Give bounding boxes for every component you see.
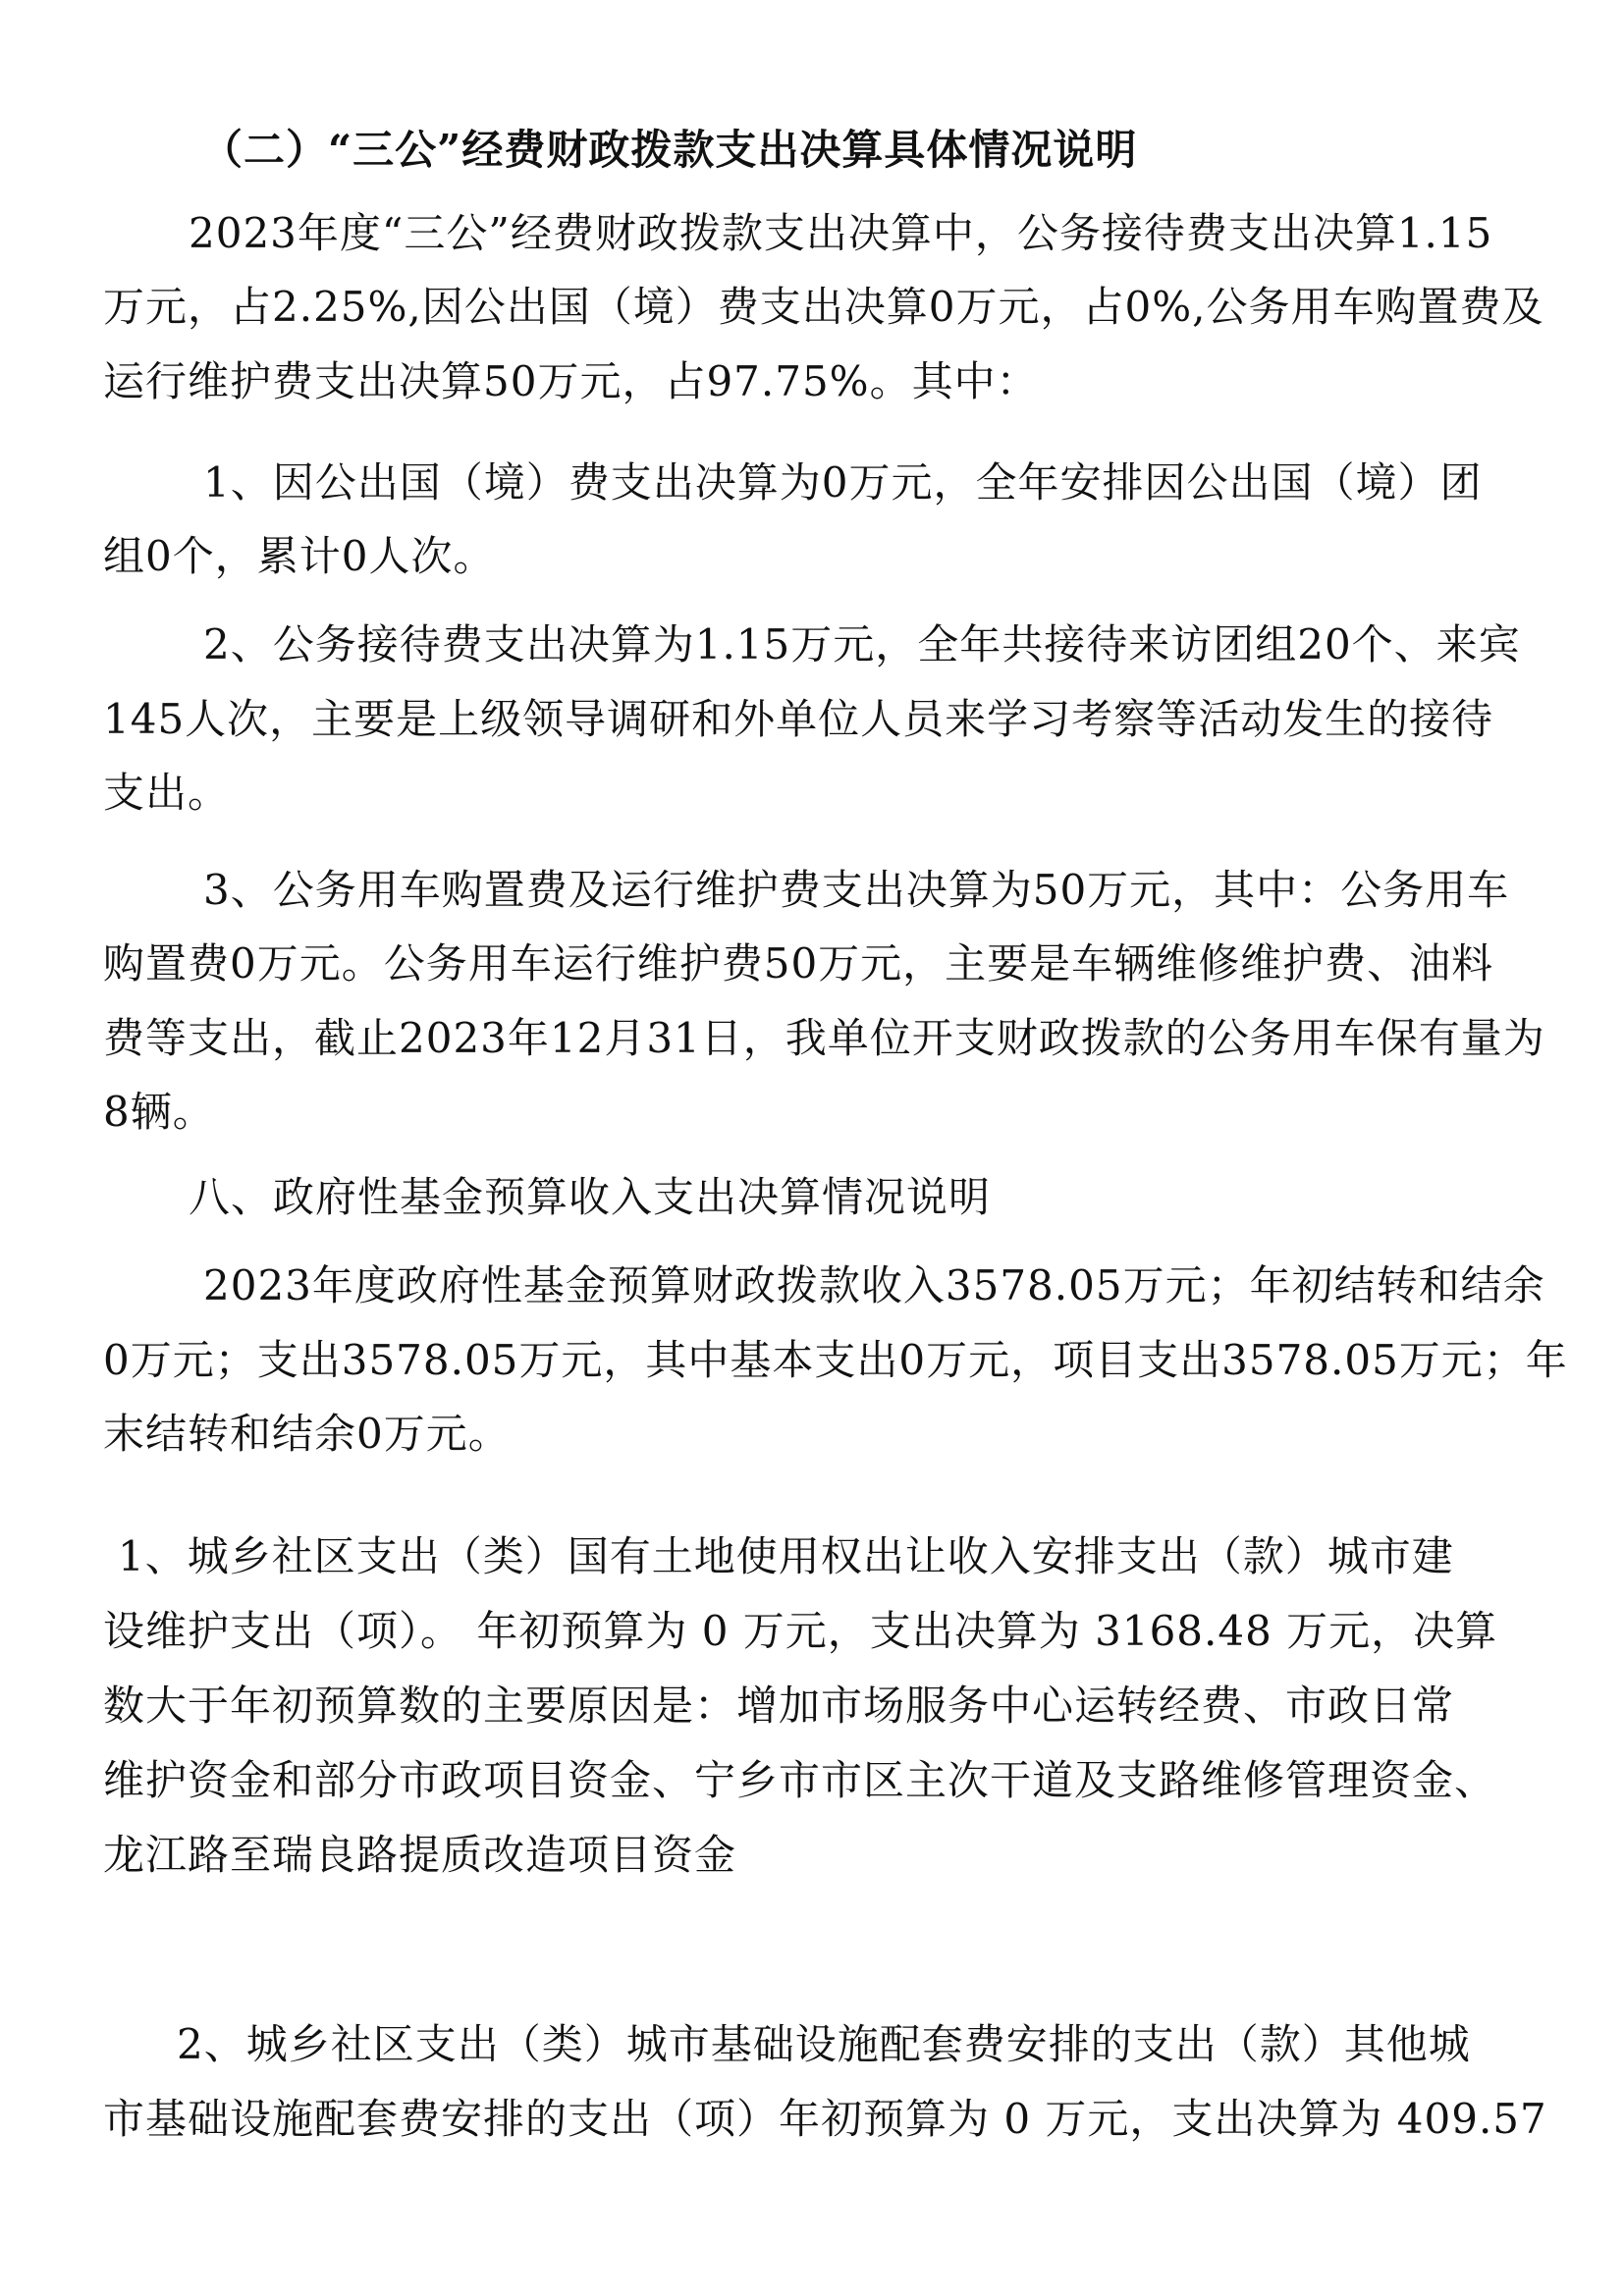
list-item-line: 市基础设施配套费安排的支出（项）年初预算为 0 万元，支出决算为 409.57 bbox=[103, 2095, 1547, 2143]
list-item-line: 设维护支出（项）。 年初预算为 0 万元，支出决算为 3168.48 万元，决算 bbox=[103, 1607, 1498, 1655]
list-item-line: 2、公务接待费支出决算为1.15万元，全年共接待来访团组20个、来宾 bbox=[203, 620, 1521, 668]
paragraph-line: 万元，占2.25%,因公出国（境）费支出决算0万元，占0%,公务用车购置费及 bbox=[103, 283, 1544, 331]
list-item-line: 145人次，主要是上级领导调研和外单位人员来学习考察等活动发生的接待 bbox=[103, 695, 1494, 743]
paragraph-line: 0万元；支出3578.05万元，其中基本支出0万元，项目支出3578.05万元；年 bbox=[103, 1336, 1568, 1384]
list-item-line: 费等支出，截止2023年12月31日，我单位开支财政拨款的公务用车保有量为 bbox=[103, 1014, 1545, 1062]
paragraph-line: 2023年度政府性基金预算财政拨款收入3578.05万元；年初结转和结余 bbox=[203, 1261, 1545, 1309]
list-item-line: 8辆。 bbox=[103, 1088, 215, 1136]
list-item-line: 购置费0万元。公务用车运行维护费50万元，主要是车辆维修维护费、油料 bbox=[103, 939, 1494, 988]
list-item-line: 3、公务用车购置费及运行维护费支出决算为50万元，其中：公务用车 bbox=[203, 866, 1510, 914]
list-item-line: 龙江路至瑞良路提质改造项目资金 bbox=[103, 1831, 737, 1879]
list-item-line: 支出。 bbox=[103, 769, 231, 817]
list-item-line: 维护资金和部分市政项目资金、宁乡市市区主次干道及支路维修管理资金、 bbox=[103, 1756, 1497, 1804]
list-item-line: 1、城乡社区支出（类）国有土地使用权出让收入安排支出（款）城市建 bbox=[118, 1532, 1454, 1580]
list-item-line: 组0个，累计0人次。 bbox=[103, 532, 496, 580]
paragraph-line: 2023年度“三公”经费财政拨款支出决算中，公务接待费支出决算1.15 bbox=[189, 209, 1493, 257]
paragraph-line: 末结转和结余0万元。 bbox=[103, 1410, 511, 1458]
list-item-line: 1、因公出国（境）费支出决算为0万元，全年安排因公出国（境）团 bbox=[203, 458, 1483, 507]
list-item-line: 数大于年初预算数的主要原因是：增加市场服务中心运转经费、市政日常 bbox=[103, 1682, 1455, 1730]
list-item-line: 2、城乡社区支出（类）城市基础设施配套费安排的支出（款）其他城 bbox=[177, 2020, 1471, 2068]
section-heading-eight: 八、政府性基金预算收入支出决算情况说明 bbox=[189, 1173, 992, 1221]
paragraph-line: 运行维护费支出决算50万元，占97.75%。其中： bbox=[103, 357, 1039, 405]
section-heading-three-public: （二）“三公”经费财政拨款支出决算具体情况说明 bbox=[201, 126, 1138, 174]
